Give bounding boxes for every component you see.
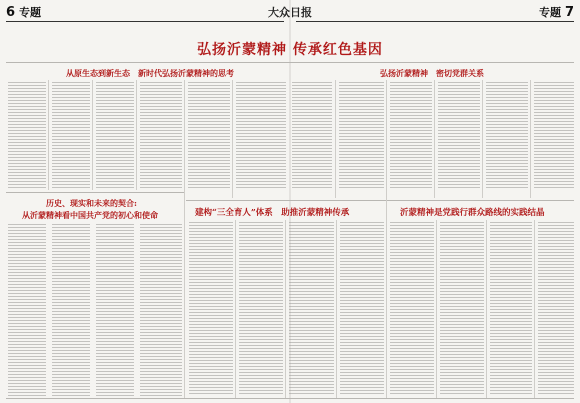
divider (6, 192, 184, 193)
header-rule (6, 21, 284, 22)
column-separator (486, 220, 487, 398)
column-separator (336, 220, 337, 398)
article-4-headline: 建构“三全育人”体系 助推沂蒙精神传承 (195, 208, 350, 218)
article-1-headline: 从原生态到新生态 新时代弘扬沂蒙精神的思考 (66, 68, 234, 78)
column-separator (184, 80, 185, 398)
column-separator (232, 80, 233, 198)
page-6-header (6, 4, 41, 20)
page-number: 7 (564, 4, 574, 20)
column-separator (285, 220, 286, 398)
text-column (189, 222, 233, 396)
page-number: 6 (6, 4, 16, 20)
divider (186, 200, 574, 201)
text-column (339, 82, 384, 190)
column-separator (235, 220, 236, 398)
text-column (96, 82, 134, 190)
divider (6, 62, 574, 63)
text-column (390, 222, 434, 396)
text-column (486, 82, 528, 190)
header-rule (296, 21, 574, 22)
text-column (140, 224, 182, 396)
text-column (538, 222, 574, 396)
text-column (340, 222, 384, 396)
page-7-header (535, 4, 574, 20)
section-label: 专题 (538, 6, 561, 19)
text-column (490, 222, 532, 396)
text-column (8, 82, 46, 190)
column-separator (136, 80, 137, 190)
text-column (8, 224, 46, 396)
text-column (52, 82, 90, 190)
column-separator (534, 220, 535, 398)
section-label: 专题 (19, 6, 42, 19)
text-column (52, 224, 90, 396)
masthead-logo: 大众日报 (268, 6, 312, 19)
text-column (534, 82, 574, 190)
banner-title: 弘扬沂蒙精神 传承红色基因 (197, 42, 383, 58)
column-separator (434, 80, 435, 198)
column-separator (530, 80, 531, 198)
column-separator (482, 80, 483, 198)
text-column (239, 222, 283, 396)
column-separator (386, 80, 387, 398)
column-separator (48, 80, 49, 190)
article-3-headline-line2: 从沂蒙精神看中国共产党的初心和使命 (22, 210, 158, 220)
column-separator (436, 220, 437, 398)
text-column (438, 82, 480, 190)
text-column (390, 82, 432, 190)
article-3-headline-line1: 历史、现实和未来的契合: (46, 198, 137, 208)
text-column (292, 82, 332, 190)
article-5-headline: 沂蒙精神是党践行群众路线的实践结晶 (400, 208, 545, 218)
column-separator (335, 80, 336, 198)
divider (6, 398, 574, 399)
text-column (96, 224, 134, 396)
text-column (140, 82, 182, 190)
text-column (236, 82, 286, 190)
column-separator (92, 80, 93, 190)
article-2-headline: 弘扬沂蒙精神 密切党群关系 (380, 68, 484, 78)
text-column (188, 82, 230, 190)
text-column (289, 222, 334, 396)
text-column (440, 222, 484, 396)
